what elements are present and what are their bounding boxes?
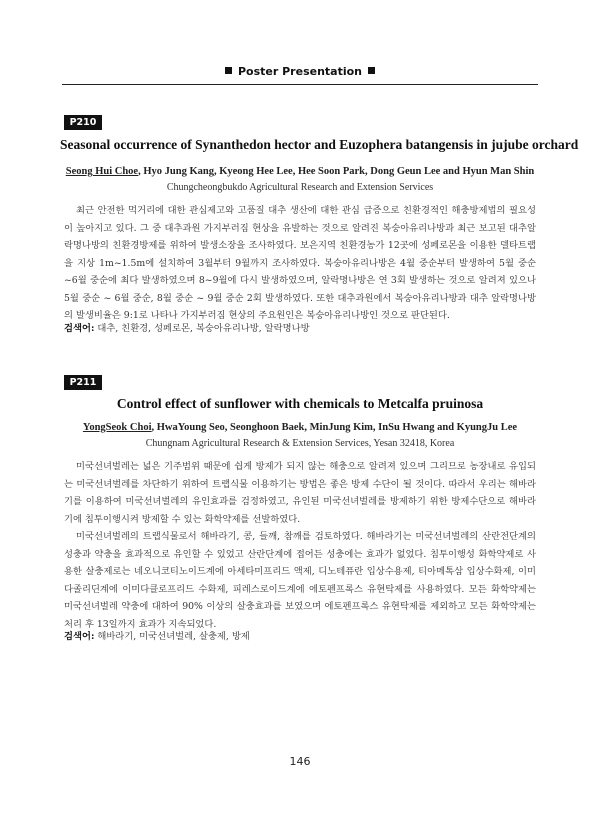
presenting-author: Seong Hui Choe: [65, 166, 139, 177]
presenting-author: YongSeok Choi: [82, 422, 152, 433]
co-authors: , HwaYoung Seo, Seonghoon Baek, MinJung Kim, InSu Hwang and KyungJu Lee: [151, 422, 518, 433]
keywords-line: [64, 320, 536, 338]
affiliation: Chungnam Agricultural Research & Extension Services, Yesan 32418, Korea: [145, 438, 455, 449]
header-label: Poster Presentation: [237, 65, 363, 78]
header-rule: [62, 84, 538, 85]
abstract-text: 최근 안전한 먹거리에 대한 관심제고와 고품질 대추 생산에 대한 관심 급증으로 친환경적인 해충방제법의 필요성이 높아지고 있다. 그 중 대추과원 가지부러짐 현상을 유발하는 것으로 알려진 복숭아유리나방과 최근 보고된 대추알락명나방의 친환경방제를 위하여 발생소장을 조사하였다. 보은지역 친환경농가 12곳에 성페로몬을 이용한 델타트랩을 지상 1m~1.5m에 설치하여 3월부터 9월까지 조사하였다. 복숭아유리나방은 4월 중순부터 발생하여 5월 중순~6월 중순에 최다 발생하였으며 8~9월에 다시 발생하였으며, 알락명나방은 연 3회 발생하는 것으로 알려져 있으나 5월 중순 ~ 6월 중순, 8월 중순 ~ 9월 중순 2회 발생하였다. 또한 대추과원에서 복숭아유리나방과 대추 알락명나방의 발생비율은 9:1로 나타나 가지부러짐 현상의 주요원인은 복숭아유리나방인 것으로 판단된다.: [64, 205, 536, 321]
abstract-title: Seasonal occurrence of Synanthedon hector and Euzophera batangensis in jujube orchard: [60, 137, 579, 152]
abstract-body: [64, 202, 536, 325]
keywords-text: 해바라기, 미국선녀벌레, 살충제, 방제: [97, 631, 250, 642]
abstract-title: Control effect of sunflower with chemicals to Metcalfa pruinosa: [116, 396, 484, 411]
abstract-body: [64, 528, 536, 633]
keywords-label: 검색어:: [64, 631, 95, 642]
section-header: [0, 65, 600, 78]
abstract-code-badge: P210: [64, 115, 102, 130]
abstract-body: [64, 458, 536, 528]
abstract-code-badge: P211: [64, 375, 102, 390]
square-bullet-icon: [225, 67, 232, 74]
affiliation: Chungcheongbukdo Agricultural Research and Extension Services: [166, 182, 434, 193]
keywords-text: 대추, 친환경, 성페로몬, 복숭아유리나방, 알락명나방: [97, 323, 310, 334]
co-authors: , Hyo Jung Kang, Kyeong Hee Lee, Hee Soon Park, Dong Geun Lee and Hyun Man Shin: [138, 166, 535, 177]
keywords-line: [64, 628, 536, 646]
author-list: [60, 166, 540, 177]
keywords-label: 검색어:: [64, 323, 95, 334]
abstract-text: 미국선녀벌레의 트랩식물로서 해바라기, 콩, 들깨, 참깨를 검토하였다. 해바라기는 미국선녀벌레의 산란전단계의 성충과 약충을 효과적으로 유인할 수 있었고 산란단계에 접어든 성충에는 효과가 없었다. 침투이행성 화학약제로 사용한 살충제로는 네오니코티노이드계에 아세타미프리드 액제, 디노테퓨란 입상수용제, 티아메톡삼 입상수화제, 이미다졸리딘계에 이미다클로프리드 수화제, 피레스로이드계에 에토펜프록스 유현탁제를 사용하였다. 모든 화학약제는 미국선녀벌레 약충에 대하여 90% 이상의 살충효과를 보였으며 에토펜프록스 유현탁제를 제외하고 모든 화학약제는 처리 후 13일까지 효과가 지속되었다.: [64, 531, 536, 630]
abstract-text: 미국선녀벌레는 넓은 기주범위 때문에 쉽게 방제가 되지 않는 해충으로 알려져 있으며 그리므로 농장내로 유입되는 미국선녀벌레를 차단하기 위하여 트랩식물 이용하기는 방법은 좋은 방제 수단이 될 것이다. 따라서 우리는 해바라기를 이용하여 미국선녀벌레의 유인효과를 검정하였고, 유인된 미국선녀벌레를 방제하기 위한 방제수단으로 해바라기에 침투이행시켜 방제할 수 있는 화학약제를 선발하였다.: [64, 461, 536, 525]
page-number: 146: [289, 755, 311, 768]
author-list: [60, 422, 540, 433]
square-bullet-icon: [368, 67, 375, 74]
